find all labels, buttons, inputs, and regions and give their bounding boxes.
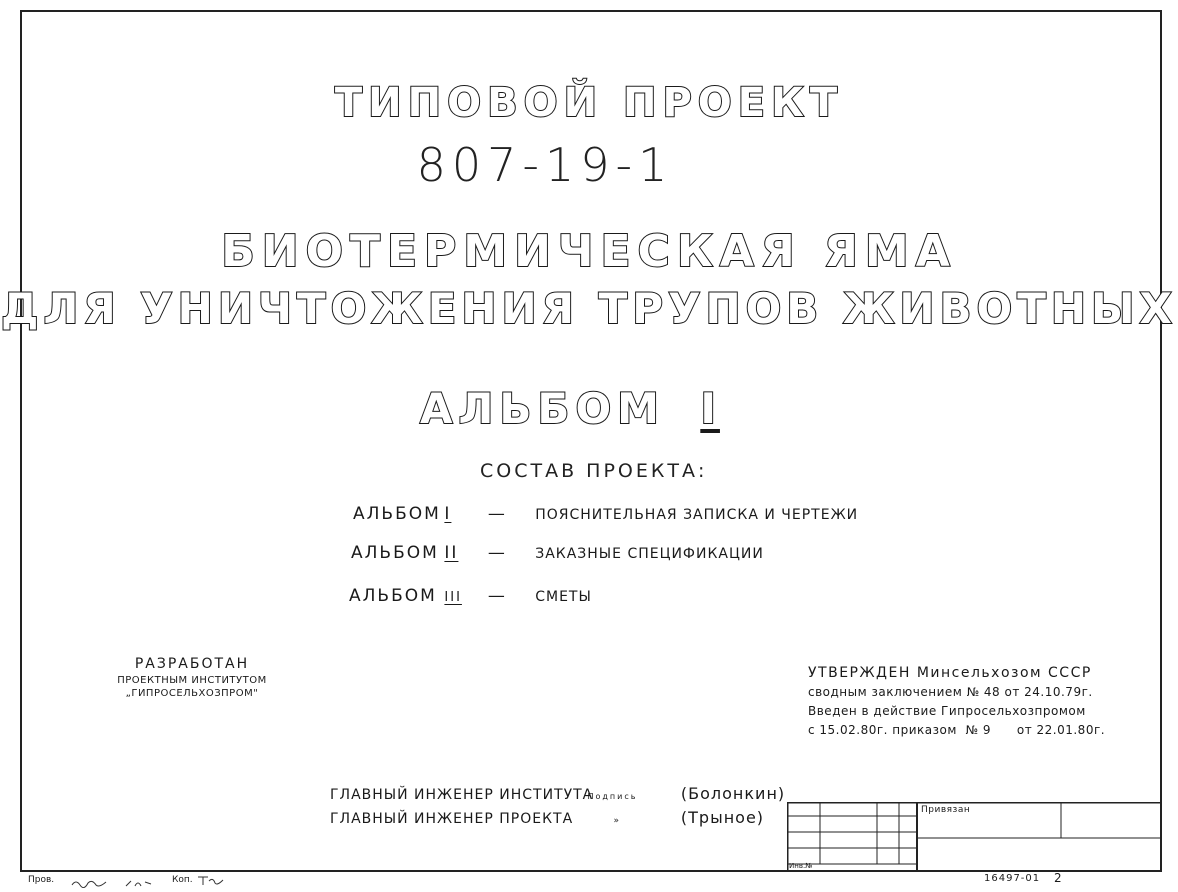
footer-checked-signature bbox=[70, 873, 110, 883]
developer-heading: РАЗРАБОТАН bbox=[134, 656, 250, 672]
approval-block bbox=[808, 664, 1105, 740]
composition-item bbox=[353, 504, 858, 524]
composition-dash: — bbox=[487, 586, 507, 606]
handwritten-signature-icon bbox=[196, 874, 226, 886]
title-block-stamp bbox=[787, 802, 1162, 872]
approval-line: УТВЕРЖДЕН Минсельхозом СССР bbox=[808, 665, 1092, 681]
footer-checked-label: Пров. bbox=[28, 875, 55, 885]
project-number: 807-19-1 bbox=[416, 138, 674, 192]
handwritten-date-icon bbox=[124, 878, 154, 888]
signature-row bbox=[330, 808, 770, 827]
signature-role: ГЛАВНЫЙ ИНЖЕНЕР ИНСТИТУТА bbox=[330, 787, 594, 803]
composition-dash: — bbox=[487, 504, 507, 524]
album-number: I bbox=[700, 384, 720, 433]
stamp-inventory-label: Инв.№ bbox=[789, 862, 813, 870]
footer-copied-label: Коп. bbox=[172, 875, 193, 885]
project-title-line1: БИОТЕРМИЧЕСКАЯ ЯМА bbox=[221, 226, 957, 277]
footer-sheet-number: 2 bbox=[1054, 871, 1062, 885]
stamp-grid bbox=[787, 802, 1162, 872]
composition-dash: — bbox=[487, 543, 507, 563]
footer-date-scribble bbox=[124, 873, 154, 883]
footer-copied-signature bbox=[196, 871, 226, 883]
approval-line: с 15.02.80г. приказом № 9 от 22.01.80г. bbox=[808, 723, 1106, 737]
approval-line: Введен в действие Гипросельхозпромом bbox=[808, 704, 1086, 718]
footer-document-code: 16497-01 bbox=[984, 873, 1041, 884]
signature-sign: » bbox=[613, 816, 620, 826]
album-label: АЛЬБОМ bbox=[420, 384, 665, 433]
composition-album-number: III bbox=[444, 590, 462, 605]
composition-description: СМЕТЫ bbox=[535, 589, 592, 605]
signature-name: (Болонкин) bbox=[680, 784, 786, 803]
signature-name: (Трыное) bbox=[680, 808, 765, 827]
composition-item bbox=[349, 586, 592, 606]
composition-album-label: АЛЬБОМ bbox=[353, 504, 441, 524]
type-project-heading: ТИПОВОЙ ПРОЕКТ bbox=[334, 80, 844, 126]
developer-block bbox=[112, 656, 272, 699]
composition-item bbox=[351, 543, 764, 563]
composition-album-label: АЛЬБОМ bbox=[351, 543, 439, 563]
composition-description: ЗАКАЗНЫЕ СПЕЦИФИКАЦИИ bbox=[535, 546, 764, 562]
project-title-line2: ДЛЯ УНИЧТОЖЕНИЯ ТРУПОВ ЖИВОТНЫХ bbox=[1, 284, 1177, 333]
stamp-linked-label: Привязан bbox=[921, 805, 971, 815]
signature-sign: Подпись bbox=[587, 792, 638, 801]
signature-role: ГЛАВНЫЙ ИНЖЕНЕР ПРОЕКТА bbox=[330, 811, 574, 827]
composition-album-number: II bbox=[444, 543, 459, 563]
album-heading bbox=[0, 384, 1140, 433]
handwritten-signature-icon bbox=[70, 878, 110, 888]
composition-heading: СОСТАВ ПРОЕКТА: bbox=[480, 460, 708, 482]
developer-institute-label: ПРОЕКТНЫМ ИНСТИТУТОМ bbox=[117, 675, 267, 686]
developer-institute-name: „ГИПРОСЕЛЬХОЗПРОМ" bbox=[125, 688, 259, 699]
approval-line: сводным заключением № 48 от 24.10.79г. bbox=[808, 685, 1093, 699]
signature-row bbox=[330, 784, 786, 803]
composition-album-label: АЛЬБОМ bbox=[349, 586, 437, 606]
composition-album-number: I bbox=[444, 504, 452, 524]
composition-description: ПОЯСНИТЕЛЬНАЯ ЗАПИСКА И ЧЕРТЕЖИ bbox=[535, 507, 859, 523]
